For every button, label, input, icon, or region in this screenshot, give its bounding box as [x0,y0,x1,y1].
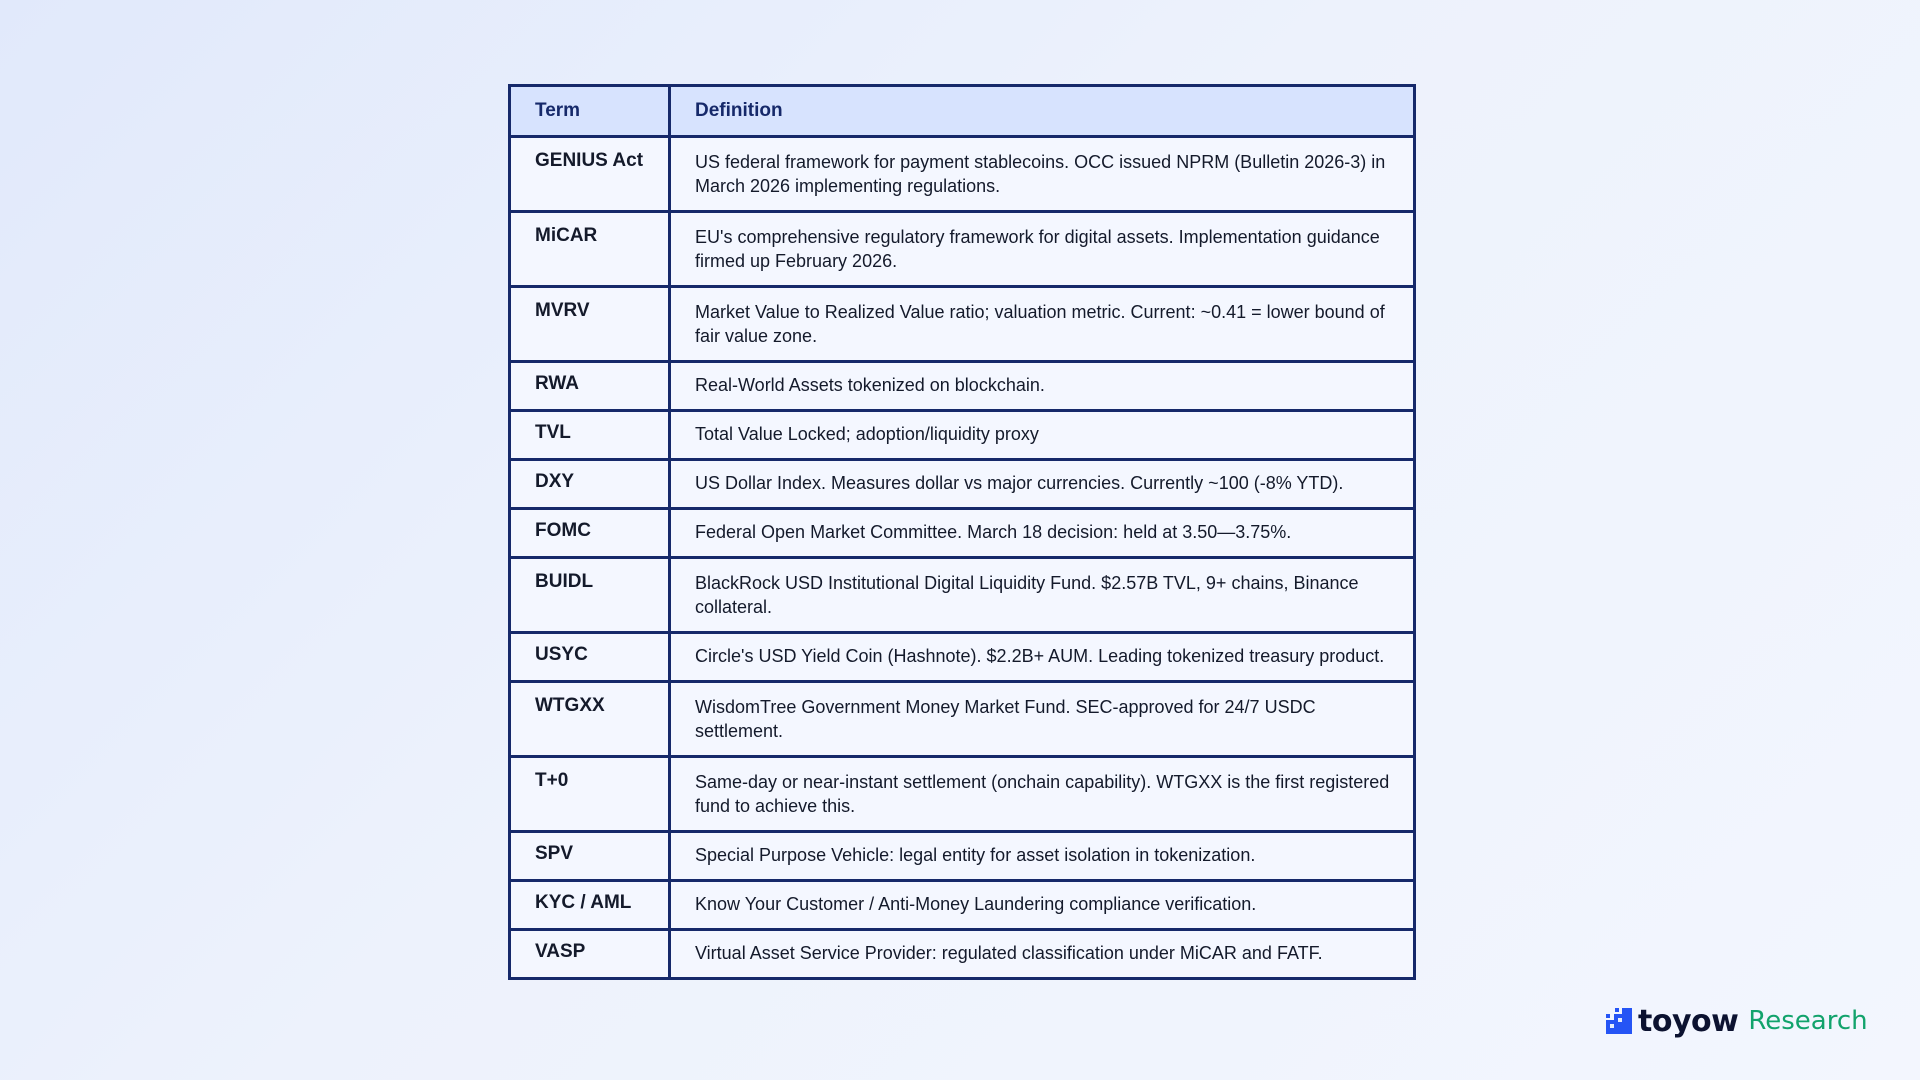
table-row [510,509,1415,558]
definition-cell: Know Your Customer / Anti-Money Laundering compliance verification. [670,881,1415,930]
definition-cell: Circle's USD Yield Coin (Hashnote). $2.2B+ AUM. Leading tokenized treasury product. [670,633,1415,682]
term-cell: MVRV [510,287,670,362]
definition-cell: Same-day or near-instant settlement (onchain capability). WTGXX is the first registered fund to achieve this. [670,757,1415,832]
table-header [510,86,1415,137]
brand-suffix: Research [1748,1006,1868,1036]
table-row [510,362,1415,411]
table-row [510,757,1415,832]
term-cell: RWA [510,362,670,411]
term-cell: VASP [510,930,670,979]
table-row [510,633,1415,682]
term-cell: MiCAR [510,212,670,287]
table-row [510,460,1415,509]
brand-name: toyow [1638,1003,1739,1039]
definition-cell: Virtual Asset Service Provider: regulated classification under MiCAR and FATF. [670,930,1415,979]
header-row [510,86,1415,137]
table-row [510,682,1415,757]
definition-cell: US Dollar Index. Measures dollar vs major currencies. Currently ~100 (-8% YTD). [670,460,1415,509]
definition-cell: Total Value Locked; adoption/liquidity proxy [670,411,1415,460]
term-cell: WTGXX [510,682,670,757]
definition-cell: Federal Open Market Committee. March 18 decision: held at 3.50—3.75%. [670,509,1415,558]
term-cell: KYC / AML [510,881,670,930]
definition-column-header: Definition [670,86,1415,137]
definition-cell: EU's comprehensive regulatory framework for digital assets. Implementation guidance firmed up February 2026. [670,212,1415,287]
term-cell: SPV [510,832,670,881]
table-row [510,930,1415,979]
term-cell: T+0 [510,757,670,832]
table-row [510,411,1415,460]
table-row [510,832,1415,881]
term-cell: TVL [510,411,670,460]
term-cell: DXY [510,460,670,509]
table-row [510,287,1415,362]
glossary-table [508,84,1416,980]
definition-cell: Market Value to Realized Value ratio; valuation metric. Current: ~0.41 = lower bound of fair value zone. [670,287,1415,362]
brand-logo [1606,1000,1868,1042]
table-row [510,881,1415,930]
term-cell: GENIUS Act [510,137,670,212]
definition-cell: US federal framework for payment stablecoins. OCC issued NPRM (Bulletin 2026-3) in March 2026 implementing regulations. [670,137,1415,212]
table-row [510,212,1415,287]
term-cell: BUIDL [510,558,670,633]
table-row [510,558,1415,633]
glossary-table-container [508,84,1413,980]
definition-cell: Real-World Assets tokenized on blockchain. [670,362,1415,411]
term-column-header: Term [510,86,670,137]
table-row [510,137,1415,212]
term-cell: USYC [510,633,670,682]
definition-cell: BlackRock USD Institutional Digital Liquidity Fund. $2.57B TVL, 9+ chains, Binance collateral. [670,558,1415,633]
term-cell: FOMC [510,509,670,558]
definition-cell: WisdomTree Government Money Market Fund. SEC-approved for 24/7 USDC settlement. [670,682,1415,757]
toyow-logo-icon [1606,1008,1632,1034]
definition-cell: Special Purpose Vehicle: legal entity for asset isolation in tokenization. [670,832,1415,881]
table-body [510,137,1415,979]
